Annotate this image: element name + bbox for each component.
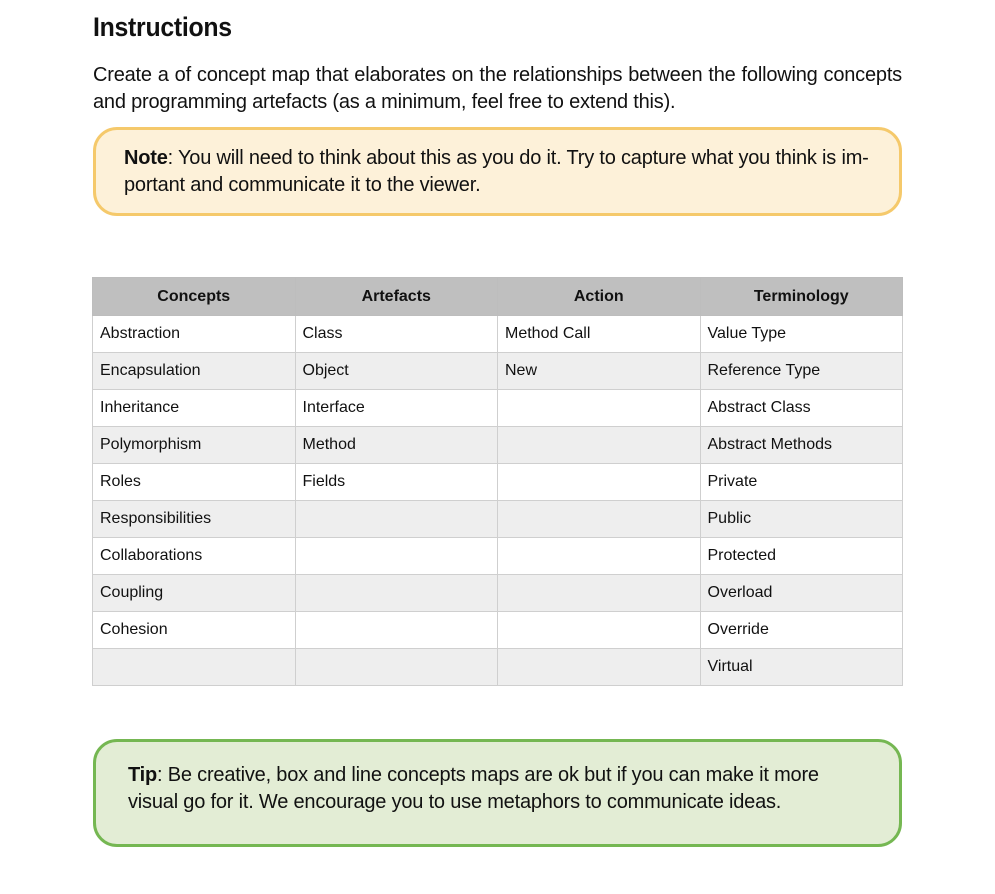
table-cell — [295, 575, 498, 612]
table-cell: Method Call — [498, 316, 701, 353]
table-cell: Cohesion — [93, 612, 296, 649]
table-cell — [295, 538, 498, 575]
table-cell — [295, 501, 498, 538]
table-row — [93, 390, 903, 427]
table-cell: Interface — [295, 390, 498, 427]
table-cell — [498, 501, 701, 538]
table-cell: Abstract Methods — [700, 427, 903, 464]
table-row — [93, 649, 903, 686]
tip-callout — [93, 739, 902, 847]
table-cell: Responsibilities — [93, 501, 296, 538]
table-cell — [295, 649, 498, 686]
terms-table — [92, 277, 903, 686]
header-terminology: Terminology — [700, 278, 903, 316]
note-body: : You will need to think about this as you do it. Try to capture what you think is im-portant and communicate it to the viewer. — [124, 147, 869, 196]
table-cell: Virtual — [700, 649, 903, 686]
table-cell: Override — [700, 612, 903, 649]
table-row — [93, 353, 903, 390]
table-row — [93, 612, 903, 649]
table-cell — [498, 612, 701, 649]
note-text — [124, 145, 874, 199]
table-cell — [498, 538, 701, 575]
table-cell: Abstraction — [93, 316, 296, 353]
table-cell — [498, 427, 701, 464]
table-cell — [498, 390, 701, 427]
table-cell: Class — [295, 316, 498, 353]
page-title: Instructions — [93, 12, 232, 42]
table-cell: Reference Type — [700, 353, 903, 390]
header-artefacts: Artefacts — [295, 278, 498, 316]
table-cell: Abstract Class — [700, 390, 903, 427]
table-cell: Collaborations — [93, 538, 296, 575]
table-cell: Inheritance — [93, 390, 296, 427]
table-cell: New — [498, 353, 701, 390]
table-cell: Protected — [700, 538, 903, 575]
table-cell: Roles — [93, 464, 296, 501]
table-row — [93, 501, 903, 538]
table-row — [93, 575, 903, 612]
header-action: Action — [498, 278, 701, 316]
table-row — [93, 427, 903, 464]
table-cell: Overload — [700, 575, 903, 612]
table-cell — [295, 612, 498, 649]
tip-label: Tip — [128, 764, 158, 786]
table-cell: Method — [295, 427, 498, 464]
table-cell — [93, 649, 296, 686]
table-cell: Encapsulation — [93, 353, 296, 390]
table-cell: Private — [700, 464, 903, 501]
tip-body: : Be creative, box and line concepts maps are ok but if you can make it more visual go for it. We encourage you to use metaphors to communicate ideas. — [128, 764, 819, 813]
tip-text — [128, 762, 874, 816]
table-cell — [498, 649, 701, 686]
table-cell: Polymorphism — [93, 427, 296, 464]
table-header-row — [93, 278, 903, 316]
table-cell — [498, 464, 701, 501]
table-row — [93, 464, 903, 501]
note-callout — [93, 127, 902, 216]
table-row — [93, 538, 903, 575]
table-cell: Public — [700, 501, 903, 538]
table-cell — [498, 575, 701, 612]
note-label: Note — [124, 147, 168, 169]
header-concepts: Concepts — [93, 278, 296, 316]
table-row — [93, 316, 903, 353]
intro-paragraph: Create a of concept map that elaborates on the relationships between the following concepts and programming artefacts (as a minimum, feel free to extend this). — [93, 64, 902, 113]
table-cell: Object — [295, 353, 498, 390]
table-cell: Coupling — [93, 575, 296, 612]
table-cell: Fields — [295, 464, 498, 501]
table-cell: Value Type — [700, 316, 903, 353]
